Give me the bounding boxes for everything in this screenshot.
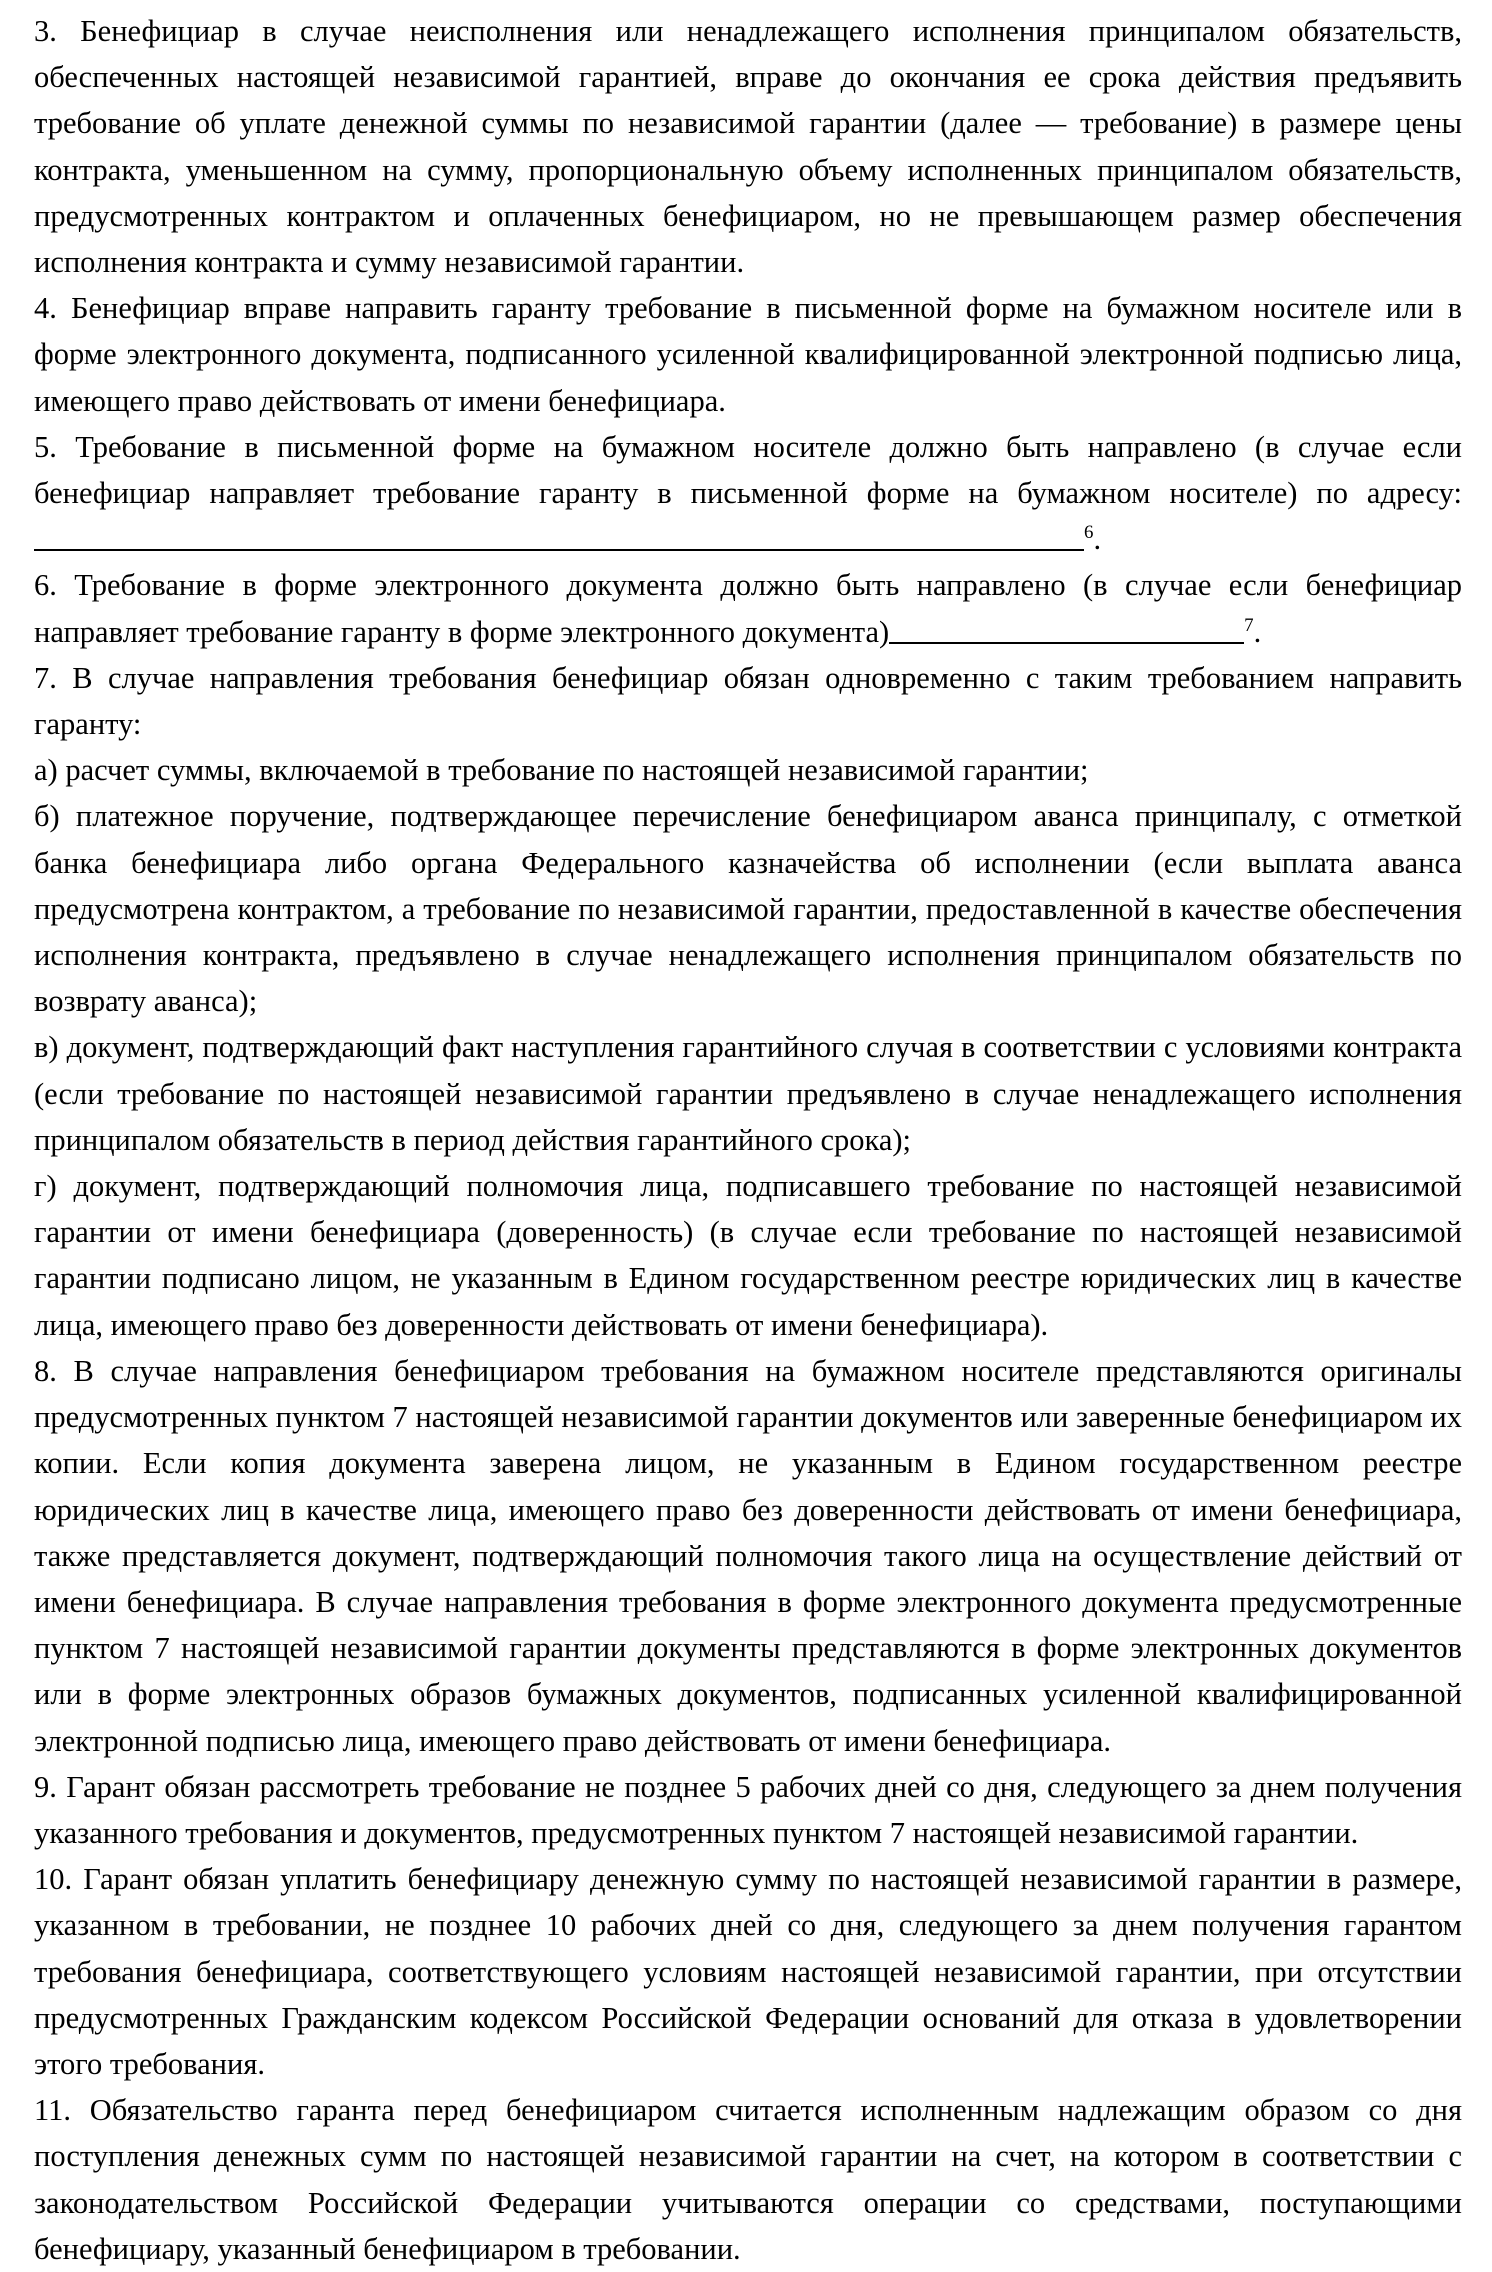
paragraph-7-item-a: а) расчет суммы, включаемой в требование по настоящей независимой гарантии; — [34, 753, 1089, 788]
paragraph-3: 3. Бенефициар в случае неисполнения или ненадлежащего исполнения принципалом обязательств, обеспеченных настоящей независимой гарантией, вправе до окончания ее срока действия предъявить требование об уплате денежной суммы по независимой гарантии (далее — требование) в размере цены контракта, уменьшенном на сумму, пропорциональную объему исполненных принципалом обязательств, предусмотренных контрактом и оплаченных бенефициаром, но не превышающем размер обеспечения исполнения контракта и сумму независимой гарантии. — [34, 14, 1462, 280]
electronic-address-fill-in-line[interactable] — [889, 611, 1244, 644]
paragraph-7-item-g: г) документ, подтверждающий полномочия лица, подписавшего требование по настоящей независимой гарантии от имени бенефициара (доверенность) (в случае если требование по настоящей независимой гарантии подписано лицом, не указанным в Едином государственном реестре юридических лиц в качестве лица, имеющего право без доверенности действовать от имени бенефициара). — [34, 1169, 1462, 1342]
paragraph-5-text: 5. Требование в письменной форме на бумажном носителе должно быть направлено (в случае если бенефициар направляет требование гаранту в письменной форме на бумажном носителе) по адресу: — [34, 429, 1462, 511]
paragraph-7: 7. В случае направления требования бенефициар обязан одновременно с таким требованием направить гаранту: — [34, 660, 1462, 742]
paragraph-10: 10. Гарант обязан уплатить бенефициару денежную сумму по настоящей независимой гарантии в размере, указанном в требовании, не позднее 10 рабочих дней со дня, следующего за днем получения гарантом требования бенефициара, соответствующего условиям настоящей независимой гарантии, при отсутствии предусмотренных Гражданским кодексом Российской Федерации оснований для отказа в удовлетворении этого требования. — [34, 1862, 1462, 2081]
paragraph-6-period: . — [1253, 614, 1262, 649]
paragraph-4: 4. Бенефициар вправе направить гаранту требование в письменной форме на бумажном носителе или в форме электронного документа, подписанного усиленной квалифицированной электронной подписью лица, имеющего право действовать от имени бенефициара. — [34, 291, 1462, 418]
footnote-marker-7: 7 — [1244, 614, 1254, 636]
address-fill-in-line[interactable] — [34, 518, 1084, 551]
paragraph-7-item-v: в) документ, подтверждающий факт наступления гарантийного случая в соответствии с условиями контракта (если требование по настоящей независимой гарантии предъявлено в случае ненадлежащего исполнения принципалом обязательств в период действия гарантийного срока); — [34, 1030, 1462, 1157]
paragraph-8: 8. В случае направления бенефициаром требования на бумажном носителе представляются оригиналы предусмотренных пунктом 7 настоящей независимой гарантии документов или заверенные бенефициаром их копии. Если копия документа заверена лицом, не указанным в Едином государственном реестре юридических лиц в качестве лица, имеющего право без доверенности действовать от имени бенефициара, также представляется документ, подтверждающий полномочия такого лица на осуществление действий от имени бенефициара. В случае направления требования в форме электронного документа предусмотренные пунктом 7 настоящей независимой гарантии документы представляются в форме электронных документов или в форме электронных образов бумажных документов, подписанных усиленной квалифицированной электронной подписью лица, имеющего право действовать от имени бенефициара. — [34, 1353, 1462, 1758]
footnote-marker-6: 6 — [1084, 522, 1094, 544]
paragraph-7-item-b: б) платежное поручение, подтверждающее перечисление бенефициаром аванса принципалу, с отметкой банка бенефициара либо органа Федерального казначейства об исполнении (если выплата аванса предусмотрена контрактом, а требование по независимой гарантии, предоставленной в качестве обеспечения исполнения контракта, предъявлено в случае ненадлежащего исполнения принципалом обязательств по возврату аванса); — [34, 799, 1462, 1019]
paragraph-5-period: . — [1093, 522, 1102, 557]
paragraph-9: 9. Гарант обязан рассмотреть требование не позднее 5 рабочих дней со дня, следующего за днем получения указанного требования и документов, предусмотренных пунктом 7 настоящей независимой гарантии. — [34, 1769, 1462, 1850]
paragraph-6 — [34, 562, 1462, 654]
paragraph-5 — [34, 424, 1462, 563]
paragraph-6-text: 6. Требование в форме электронного документа должно быть направлено (в случае если бенефициар направляет требование гаранту в форме электронного документа) — [34, 568, 1462, 649]
paragraph-11: 11. Обязательство гаранта перед бенефициаром считается исполненным надлежащим образом со дня поступления денежных сумм по настоящей независимой гарантии на счет, на котором в соответствии с законодательством Российской Федерации учитываются операции со средствами, поступающими бенефициару, указанный бенефициаром в требовании. — [34, 2093, 1462, 2266]
document-body — [34, 8, 1462, 2272]
